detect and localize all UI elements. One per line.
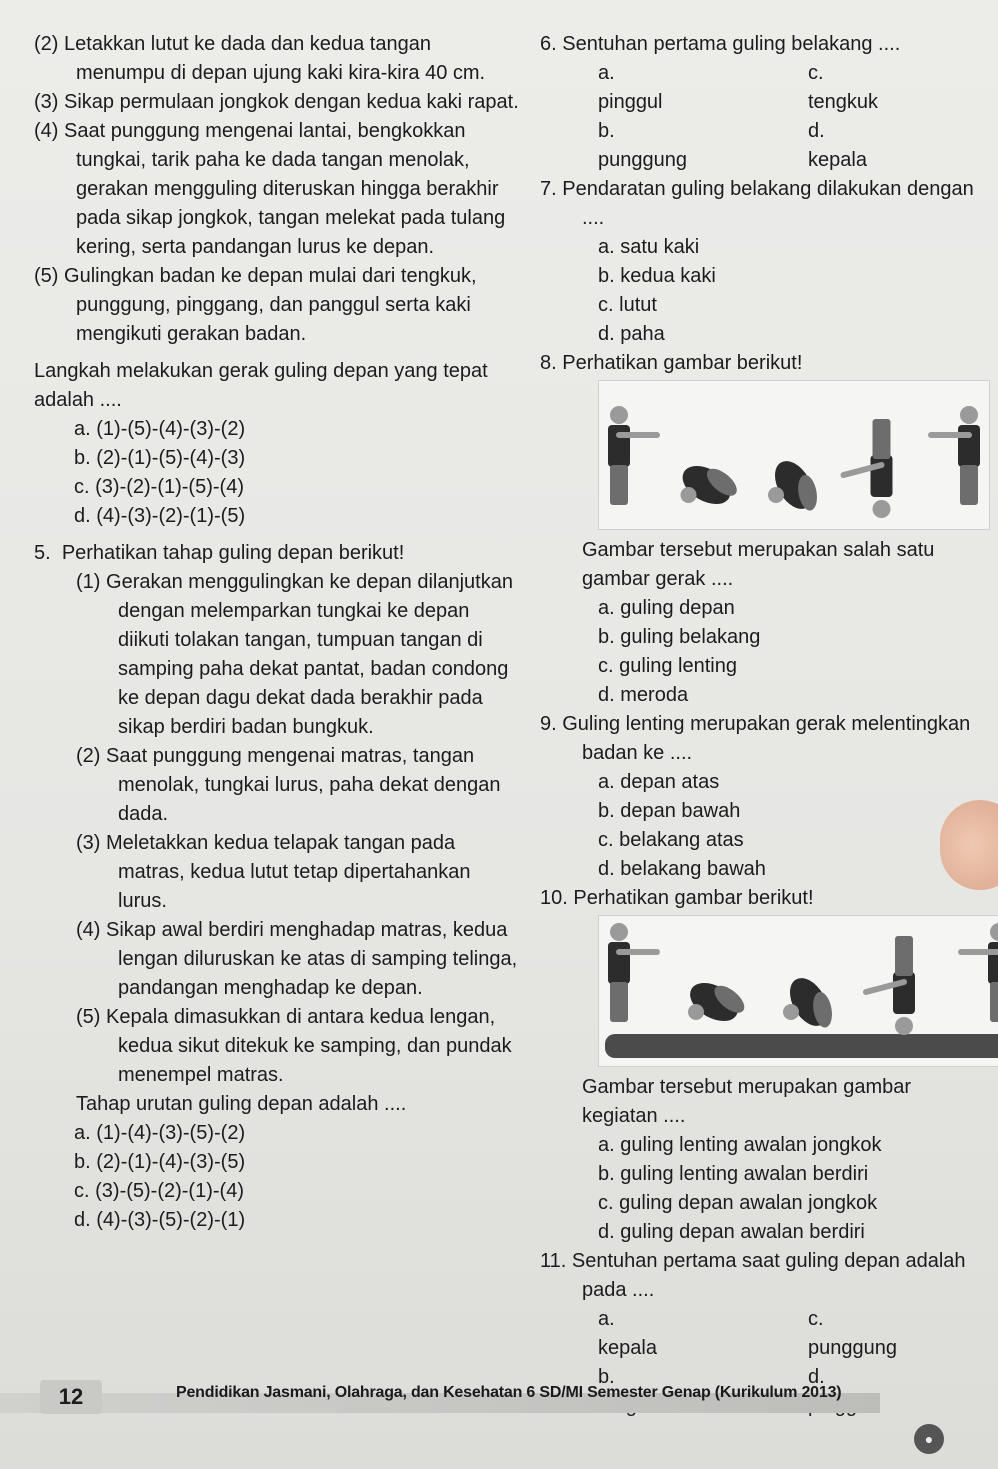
step-item bbox=[34, 568, 524, 742]
step-text: Saat punggung mengenai lantai, bengkokkan tungkai, tarik paha ke dada tangan menolak, gerakan mengguling diteruskan hingga berakhir pada sikap jongkok, tangan melekat pada tulang kering, serta pandangan lurus ke depan. bbox=[64, 120, 506, 258]
q5-steps bbox=[34, 568, 524, 1090]
option-text: guling lenting bbox=[619, 655, 737, 677]
option-letter: b. bbox=[74, 1151, 91, 1173]
figure-torso bbox=[871, 455, 893, 497]
option-letter: d. bbox=[598, 684, 615, 706]
option-letter: c. bbox=[598, 294, 614, 316]
option-letter: d. bbox=[74, 1209, 91, 1231]
option-item bbox=[598, 117, 808, 175]
option-row bbox=[540, 1305, 985, 1363]
step-text: Gerakan menggulingkan ke depan dilanjutkan dengan melemparkan tungkai ke depan diikuti tolakan tangan, tumpuan tangan di samping paha dekat pantat, badan condong ke depan dagu dekat dada berakhir pada sikap berdiri badan bungkuk. bbox=[106, 571, 513, 738]
q5-title-text: Perhatikan tahap guling depan berikut! bbox=[61, 542, 405, 564]
option-text: kepala bbox=[598, 1337, 657, 1359]
q4-options bbox=[34, 415, 524, 531]
option-text: punggung bbox=[808, 1337, 897, 1359]
option-item bbox=[540, 768, 985, 797]
step-text: Letakkan lutut ke dada dan kedua tangan menumpu di depan ujung kaki kira-kira 40 cm. bbox=[64, 33, 486, 84]
question-6 bbox=[540, 30, 985, 175]
option-letter: d. bbox=[598, 323, 615, 345]
figure-torso bbox=[958, 425, 980, 467]
option-item bbox=[598, 59, 808, 117]
left-column bbox=[34, 30, 524, 1235]
q4-steps bbox=[34, 30, 524, 349]
option-text: depan atas bbox=[620, 771, 720, 793]
option-letter: d. bbox=[808, 120, 825, 142]
option-text: pinggul bbox=[598, 91, 663, 113]
option-item bbox=[808, 117, 998, 175]
option-letter: a. bbox=[598, 1134, 615, 1156]
question-followup: Gambar tersebut merupakan salah satu gambar gerak .... bbox=[582, 539, 935, 590]
option-letter: b. bbox=[598, 120, 615, 142]
option-item bbox=[808, 59, 998, 117]
option-item bbox=[540, 594, 985, 623]
question-text: Sentuhan pertama saat guling depan adalah pada .... bbox=[571, 1250, 966, 1301]
question-7 bbox=[540, 175, 985, 349]
option-item bbox=[34, 502, 524, 531]
option-text: (4)-(3)-(5)-(2)-(1) bbox=[96, 1209, 246, 1231]
figure-head bbox=[783, 1004, 799, 1020]
exercise-illustration bbox=[598, 915, 998, 1067]
step-number: (5) bbox=[34, 265, 59, 287]
option-letter: a. bbox=[598, 62, 615, 84]
option-text: (4)-(3)-(2)-(1)-(5) bbox=[96, 505, 246, 527]
exercise-illustration bbox=[598, 380, 990, 530]
q5-title bbox=[34, 539, 524, 568]
question-stem bbox=[540, 30, 985, 59]
question-8 bbox=[540, 349, 985, 710]
question-stem bbox=[540, 349, 985, 378]
option-text: satu kaki bbox=[620, 236, 700, 258]
q5-number: 5. bbox=[34, 542, 51, 564]
option-text: kepala bbox=[808, 149, 867, 171]
option-letter: d. bbox=[74, 505, 91, 527]
option-row bbox=[540, 59, 985, 117]
option-letter: d. bbox=[598, 858, 615, 880]
question-number: 6. bbox=[540, 33, 557, 55]
option-item bbox=[540, 262, 985, 291]
step-text: Gulingkan badan ke depan mulai dari tengkuk, punggung, pinggang, dan panggul serta kaki mengikuti gerakan badan. bbox=[64, 265, 477, 345]
mat bbox=[605, 1034, 998, 1058]
option-text: belakang atas bbox=[619, 829, 744, 851]
page-number: 12 bbox=[40, 1380, 102, 1414]
question-number: 7. bbox=[540, 178, 557, 200]
right-column bbox=[540, 30, 985, 1421]
option-letter: a. bbox=[598, 1308, 615, 1330]
step-number: (5) bbox=[76, 1006, 101, 1028]
figure-head bbox=[610, 406, 628, 424]
option-item bbox=[540, 623, 985, 652]
option-item bbox=[540, 1189, 985, 1218]
option-item bbox=[540, 233, 985, 262]
figure-torso bbox=[608, 942, 630, 984]
option-text: guling lenting awalan jongkok bbox=[620, 1134, 882, 1156]
step-text: Saat punggung mengenai matras, tangan menolak, tungkai lurus, paha dekat dengan dada. bbox=[106, 745, 501, 825]
question-number: 9. bbox=[540, 713, 557, 735]
question-number: 8. bbox=[540, 352, 557, 374]
step-number: (3) bbox=[76, 832, 101, 854]
figure-head bbox=[895, 1017, 913, 1035]
option-letter: c. bbox=[808, 62, 824, 84]
question-text: Perhatikan gambar berikut! bbox=[573, 887, 814, 909]
step-item bbox=[34, 829, 524, 916]
figure-head bbox=[681, 487, 697, 503]
question-9 bbox=[540, 710, 985, 884]
option-item bbox=[34, 1148, 524, 1177]
figure-legs bbox=[895, 936, 913, 976]
option-letter: c. bbox=[598, 829, 614, 851]
step-item bbox=[34, 1003, 524, 1090]
option-letter: c. bbox=[74, 1180, 90, 1202]
step-item bbox=[34, 262, 524, 349]
option-item bbox=[540, 1160, 985, 1189]
step-item bbox=[34, 117, 524, 262]
circle-icon: ● bbox=[914, 1424, 944, 1454]
option-letter: a. bbox=[598, 771, 615, 793]
option-text: (3)-(2)-(1)-(5)-(4) bbox=[95, 476, 244, 498]
question-stem bbox=[540, 884, 985, 913]
option-text: paha bbox=[620, 323, 665, 345]
q5-options bbox=[34, 1119, 524, 1235]
option-item bbox=[540, 1131, 985, 1160]
option-item bbox=[34, 1206, 524, 1235]
option-item bbox=[540, 826, 985, 855]
question-10 bbox=[540, 884, 985, 1247]
option-text: punggung bbox=[598, 149, 687, 171]
figure-torso bbox=[608, 425, 630, 467]
step-text: Sikap permulaan jongkok dengan kedua kaki rapat. bbox=[64, 91, 519, 113]
figure-torso bbox=[893, 972, 915, 1014]
option-item bbox=[34, 415, 524, 444]
step-item bbox=[34, 916, 524, 1003]
option-letter: a. bbox=[74, 1122, 91, 1144]
step-item bbox=[34, 30, 524, 88]
option-letter: a. bbox=[598, 236, 615, 258]
option-item bbox=[540, 652, 985, 681]
option-letter: c. bbox=[808, 1308, 824, 1330]
question-number: 11. bbox=[540, 1250, 567, 1272]
option-text: meroda bbox=[620, 684, 689, 706]
figure-torso bbox=[988, 942, 998, 984]
question-stem bbox=[540, 1247, 985, 1305]
option-letter: b. bbox=[598, 626, 615, 648]
option-text: guling depan awalan berdiri bbox=[620, 1221, 865, 1243]
option-text: depan bawah bbox=[620, 800, 741, 822]
figure-head bbox=[610, 923, 628, 941]
option-item bbox=[540, 291, 985, 320]
q5-prompt: Tahap urutan guling depan adalah .... bbox=[76, 1093, 407, 1115]
option-row bbox=[540, 117, 985, 175]
question-stem bbox=[540, 175, 985, 233]
option-text: (2)-(1)-(5)-(4)-(3) bbox=[96, 447, 246, 469]
option-text: (1)-(5)-(4)-(3)-(2) bbox=[96, 418, 246, 440]
option-letter: c. bbox=[598, 1192, 614, 1214]
step-number: (4) bbox=[76, 919, 101, 941]
figure-legs bbox=[960, 465, 978, 505]
option-text: guling depan bbox=[620, 597, 735, 619]
figure-legs bbox=[873, 419, 891, 459]
option-text: lutut bbox=[619, 294, 657, 316]
step-text: Sikap awal berdiri menghadap matras, kedua lengan diluruskan ke atas di samping telinga, pandangan menghadap ke depan. bbox=[106, 919, 518, 999]
option-letter: c. bbox=[74, 476, 90, 498]
option-text: (3)-(5)-(2)-(1)-(4) bbox=[95, 1180, 244, 1202]
option-letter: a. bbox=[74, 418, 91, 440]
option-text: kedua kaki bbox=[620, 265, 716, 287]
option-letter: d. bbox=[808, 1366, 825, 1388]
option-text: (1)-(4)-(3)-(5)-(2) bbox=[96, 1122, 246, 1144]
option-item bbox=[808, 1305, 998, 1363]
option-text: belakang bawah bbox=[620, 858, 766, 880]
option-item bbox=[540, 320, 985, 349]
question-text: Pendaratan guling belakang dilakukan dengan .... bbox=[562, 178, 974, 229]
question-text: Perhatikan gambar berikut! bbox=[562, 352, 803, 374]
option-item bbox=[540, 855, 985, 884]
step-number: (2) bbox=[76, 745, 101, 767]
figure-head bbox=[873, 500, 891, 518]
figure-head bbox=[960, 406, 978, 424]
figure-legs bbox=[610, 465, 628, 505]
option-letter: b. bbox=[598, 1163, 615, 1185]
option-item bbox=[34, 444, 524, 473]
step-number: (4) bbox=[34, 120, 59, 142]
option-text: guling lenting awalan berdiri bbox=[620, 1163, 869, 1185]
figure-legs bbox=[990, 982, 998, 1022]
option-text: tengkuk bbox=[808, 91, 879, 113]
option-text: (2)-(1)-(4)-(3)-(5) bbox=[96, 1151, 246, 1173]
option-item bbox=[34, 1119, 524, 1148]
option-letter: b. bbox=[598, 265, 615, 287]
step-number: (2) bbox=[34, 33, 59, 55]
option-letter: d. bbox=[598, 1221, 615, 1243]
option-letter: c. bbox=[598, 655, 614, 677]
option-letter: a. bbox=[598, 597, 615, 619]
step-text: Kepala dimasukkan di antara kedua lengan, kedua sikut ditekuk ke samping, dan pundak menempel matras. bbox=[106, 1006, 512, 1086]
step-number: (3) bbox=[34, 91, 59, 113]
step-item bbox=[34, 88, 524, 117]
figure-head bbox=[688, 1004, 704, 1020]
question-text: Sentuhan pertama guling belakang .... bbox=[562, 33, 901, 55]
option-letter: b. bbox=[598, 1366, 615, 1388]
question-followup: Gambar tersebut merupakan gambar kegiatan .... bbox=[582, 1076, 912, 1127]
question-stem bbox=[540, 710, 985, 768]
option-item bbox=[598, 1305, 808, 1363]
option-letter: b. bbox=[74, 447, 91, 469]
option-item bbox=[34, 1177, 524, 1206]
option-item bbox=[540, 681, 985, 710]
step-text: Meletakkan kedua telapak tangan pada matras, kedua lutut tetap dipertahankan lurus. bbox=[106, 832, 471, 912]
step-number: (1) bbox=[76, 571, 101, 593]
step-item bbox=[34, 742, 524, 829]
option-text: guling belakang bbox=[620, 626, 761, 648]
figure-legs bbox=[610, 982, 628, 1022]
question-text: Guling lenting merupakan gerak melentingkan badan ke .... bbox=[562, 713, 971, 764]
q4-prompt: Langkah melakukan gerak guling depan yang tepat adalah .... bbox=[34, 360, 488, 411]
option-text: guling depan awalan jongkok bbox=[619, 1192, 878, 1214]
figure-head bbox=[768, 487, 784, 503]
option-letter: b. bbox=[598, 800, 615, 822]
option-item bbox=[540, 797, 985, 826]
question-number: 10. bbox=[540, 887, 568, 909]
option-item bbox=[34, 473, 524, 502]
option-item bbox=[540, 1218, 985, 1247]
book-title: Pendidikan Jasmani, Olahraga, dan Kesehatan 6 SD/MI Semester Genap (Kurikulum 2013) bbox=[176, 1384, 842, 1401]
